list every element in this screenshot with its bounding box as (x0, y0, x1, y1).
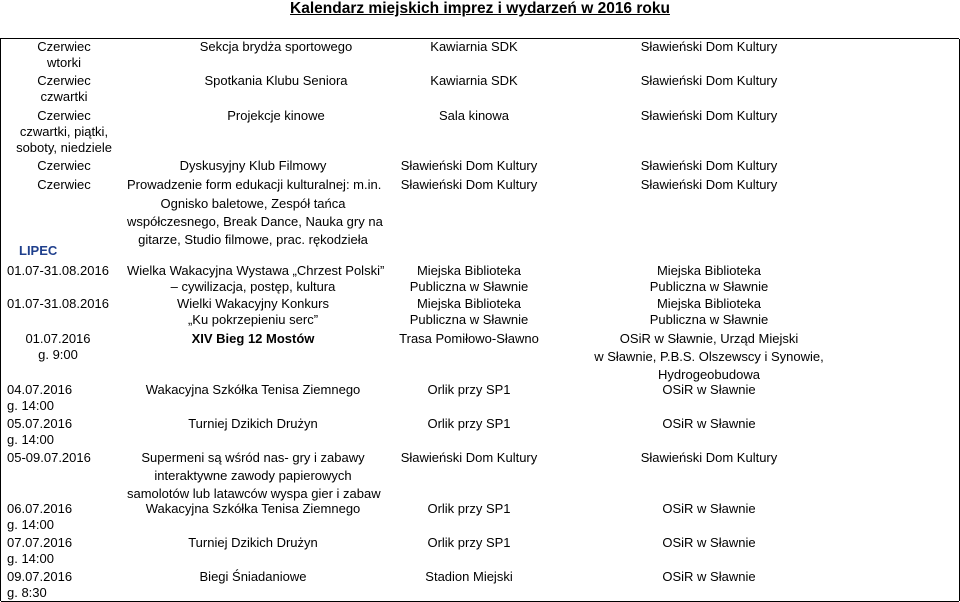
event-cell: Biegi Śniadaniowe (199, 569, 307, 584)
date-cell: 01.07-31.08.2016 (7, 263, 109, 278)
place-cell: Trasa Pomiłowo-Sławno (399, 331, 539, 346)
organizer-cell: OSiR w Sławnie (662, 569, 756, 584)
date-cell: Czerwiec (37, 177, 91, 192)
event-cell: Wielki Wakacyjny Konkurs „Ku pokrzepieniu serc” (177, 296, 329, 327)
place-cell: Orlik przy SP1 (427, 535, 511, 550)
organizer-cell: Sławieński Dom Kultury (640, 158, 778, 173)
date-cell: 05-09.07.2016 (7, 450, 91, 465)
place-cell: Sławieński Dom Kultury (400, 158, 538, 173)
event-cell: Projekcje kinowe (227, 108, 325, 123)
organizer-cell: Sławieński Dom Kultury (640, 108, 778, 123)
event-cell: Turniej Dzikich Drużyn (188, 416, 318, 431)
date-cell: 09.07.2016 g. 8:30 (7, 569, 73, 600)
place-cell: Miejska Biblioteka Publiczna w Sławnie (409, 263, 529, 294)
organizer-cell: Sławieński Dom Kultury (640, 73, 778, 88)
place-cell: Orlik przy SP1 (427, 416, 511, 431)
organizer-cell: OSiR w Sławnie (662, 535, 756, 550)
place-cell: Sławieński Dom Kultury (400, 450, 538, 465)
place-cell: Orlik przy SP1 (427, 501, 511, 516)
date-cell: Czerwiec czwartki (37, 73, 91, 104)
month-heading: LIPEC (19, 243, 58, 258)
organizer-cell: Sławieński Dom Kultury (640, 39, 778, 54)
event-cell: Wielka Wakacyjna Wystawa „Chrzest Polski” – cywilizacja, postęp, kultura (127, 263, 385, 294)
place-cell: Kawiarnia SDK (430, 39, 518, 54)
date-cell: 04.07.2016 g. 14:00 (7, 382, 73, 413)
page-title: Kalendarz miejskich imprez i wydarzeń w 2016 roku (290, 0, 670, 17)
event-cell: Sekcja brydża sportowego (199, 39, 353, 54)
date-cell: Czerwiec (37, 158, 91, 173)
event-cell: Wakacyjna Szkółka Tenisa Ziemnego (145, 501, 361, 516)
event-cell: Prowadzenie form edukacji kulturalnej: m.in. Ognisko baletowe, Zespół tańca współczesnego, Break Dance, Nauka gry na gitarze, Studio filmowe, prac. rękodzieła (127, 177, 383, 247)
place-cell: Sala kinowa (438, 108, 510, 123)
organizer-cell: Sławieński Dom Kultury (640, 177, 778, 192)
event-cell: Wakacyjna Szkółka Tenisa Ziemnego (145, 382, 361, 397)
date-cell: Czerwiec wtorki (37, 39, 91, 70)
organizer-cell: OSiR w Sławnie (662, 416, 756, 431)
date-cell: 01.07.2016 g. 9:00 (25, 331, 91, 362)
date-cell: 07.07.2016 g. 14:00 (7, 535, 73, 566)
place-cell: Orlik przy SP1 (427, 382, 511, 397)
place-cell: Miejska Biblioteka Publiczna w Sławnie (409, 296, 529, 327)
events-table (0, 38, 959, 601)
place-cell: Kawiarnia SDK (430, 73, 518, 88)
organizer-cell: OSiR w Sławnie, Urząd Miejski w Sławnie, P.B.S. Olszewscy i Synowie, Hydrogeobudowa (594, 331, 824, 382)
event-cell: Dyskusyjny Klub Filmowy (179, 158, 327, 173)
date-cell: Czerwiec czwartki, piątki, soboty, niedziele (16, 108, 112, 155)
event-cell: Turniej Dzikich Drużyn (188, 535, 318, 550)
event-cell: Spotkania Klubu Seniora (204, 73, 348, 88)
organizer-cell: OSiR w Sławnie (662, 501, 756, 516)
event-cell: XIV Bieg 12 Mostów (191, 331, 315, 346)
place-cell: Stadion Miejski (425, 569, 513, 584)
date-cell: 06.07.2016 g. 14:00 (7, 501, 73, 532)
organizer-cell: Miejska Biblioteka Publiczna w Sławnie (649, 263, 769, 294)
date-cell: 01.07-31.08.2016 (7, 296, 109, 311)
organizer-cell: Sławieński Dom Kultury (640, 450, 778, 465)
place-cell: Sławieński Dom Kultury (400, 177, 538, 192)
organizer-cell: OSiR w Sławnie (662, 382, 756, 397)
organizer-cell: Miejska Biblioteka Publiczna w Sławnie (649, 296, 769, 327)
date-cell: 05.07.2016 g. 14:00 (7, 416, 73, 447)
event-cell: Supermeni są wśród nas- gry i zabawy interaktywne zawody papierowych samolotów lub latawców wyspa gier i zabaw (127, 450, 381, 501)
